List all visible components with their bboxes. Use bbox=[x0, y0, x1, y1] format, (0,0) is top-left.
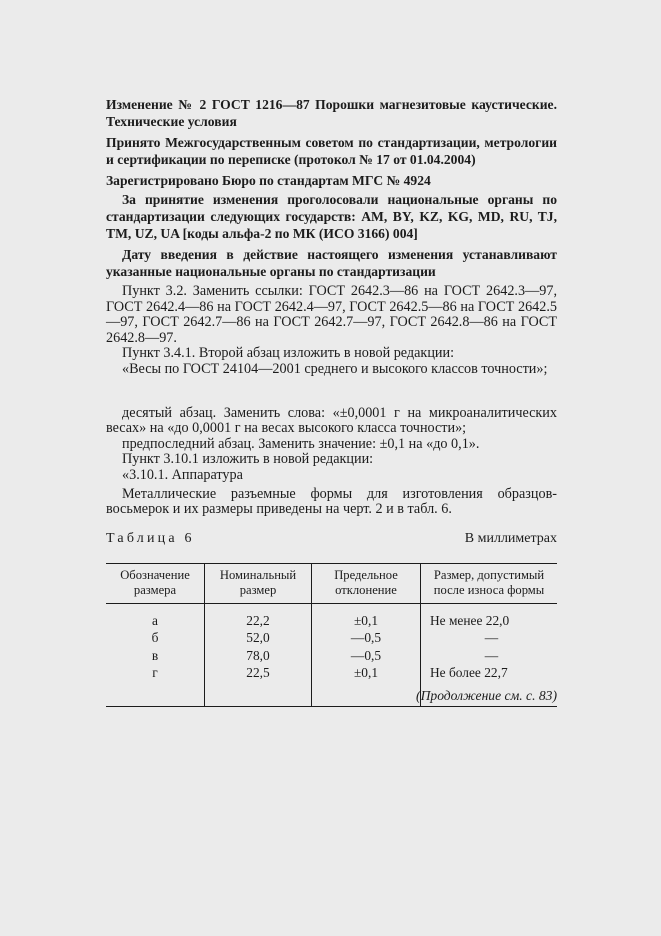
cell-wear-size: — bbox=[421, 629, 558, 647]
continuation-note: (Продолжение см. с. 83) bbox=[416, 688, 557, 703]
cell-designation: г bbox=[106, 664, 205, 706]
cell-wear-size: Не более 22,7 bbox=[421, 664, 558, 706]
effective-date-note: Дату введения в действие настоящего изменения устанавливают указанные национальные органы по стандартизации bbox=[106, 247, 557, 279]
paragraph-scales: «Весы по ГОСТ 24104—2001 среднего и высокого классов точности»; bbox=[122, 360, 548, 377]
cell-tolerance: —0,5 bbox=[312, 629, 421, 647]
blank-space bbox=[106, 378, 557, 406]
cell-tolerance: ±0,1 bbox=[312, 603, 421, 629]
cell-tolerance: ±0,1 bbox=[312, 664, 421, 706]
amendment-title: Изменение № 2 ГОСТ 1216—87 Порошки магнезитовые каустические. Технические условия bbox=[106, 97, 557, 129]
registration-note: Зарегистрировано Бюро по стандартам МГС № 4924 bbox=[106, 173, 431, 188]
cell-tolerance: —0,5 bbox=[312, 647, 421, 665]
table-caption: Таблица 6 bbox=[106, 530, 195, 546]
table-caption-row bbox=[106, 531, 557, 547]
paragraph-tenth: десятый абзац. Заменить слова: «±0,0001 г на микроаналитических весах» на «до 0,0001 г на весах высокого класса точности»; bbox=[106, 404, 557, 437]
table-header-row bbox=[106, 563, 557, 603]
cell-designation: а bbox=[152, 612, 158, 628]
cell-nominal: 22,2 bbox=[205, 603, 312, 629]
table-row bbox=[106, 603, 557, 629]
cell-nominal: 22,5 bbox=[205, 664, 312, 706]
table-row bbox=[106, 647, 557, 665]
table-row bbox=[106, 629, 557, 647]
cell-nominal: 52,0 bbox=[205, 629, 312, 647]
header-designation: Обозначение размера bbox=[106, 563, 205, 603]
document-body bbox=[106, 96, 557, 707]
header-nominal: Номинальный размер bbox=[205, 563, 312, 603]
paragraph-forms: Металлические разъемные формы для изготовления образцов-восьмерок и их размеры приведены на черт. 2 и в табл. 6. bbox=[106, 485, 557, 518]
cell-wear-size: — bbox=[421, 647, 558, 665]
voting-note: За принятие изменения проголосовали национальные органы по стандартизации следующих государств: AM, BY, KZ, KG, MD, RU, TJ, TM, UZ, UA [коды альфа-2 по МК (ИСО 3166) 004] bbox=[106, 192, 557, 241]
paragraph-3-2: Пункт 3.2. Заменить ссылки: ГОСТ 2642.3—86 на ГОСТ 2642.3—97, ГОСТ 2642.4—86 на ГОСТ 2642.4—97, ГОСТ 2642.5—86 на ГОСТ 2642.5—97, ГОСТ 2642.7—86 на ГОСТ 2642.7—97, ГОСТ 2642.8—86 на ГОСТ 2642.8—97. bbox=[106, 283, 557, 346]
paragraph-apparatus: «3.10.1. Аппаратура bbox=[122, 466, 243, 483]
adoption-note: Принято Межгосударственным советом по стандартизации, метрологии и сертификации по переписке (протокол № 17 от 01.04.2004) bbox=[106, 135, 557, 167]
header-tolerance: Предельное отклонение bbox=[312, 563, 421, 603]
cell-designation: в bbox=[151, 647, 159, 663]
paragraph-penultimate: предпоследний абзац. Заменить значение: ±0,1 на «до 0,1». bbox=[122, 435, 480, 452]
paragraph-3-4-1: Пункт 3.4.1. Второй абзац изложить в новой редакции: bbox=[122, 345, 455, 362]
cell-wear-size: Не менее 22,0 bbox=[421, 603, 558, 629]
cell-designation: б bbox=[151, 630, 159, 646]
header-wear-size: Размер, допустимый после износа формы bbox=[421, 563, 558, 603]
paragraph-3-10-1: Пункт 3.10.1 изложить в новой редакции: bbox=[122, 451, 374, 468]
table-units: В миллиметрах bbox=[464, 530, 557, 546]
dimensions-table bbox=[106, 563, 557, 707]
cell-nominal: 78,0 bbox=[205, 647, 312, 665]
